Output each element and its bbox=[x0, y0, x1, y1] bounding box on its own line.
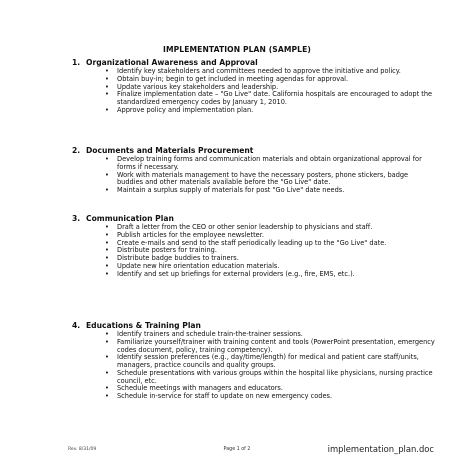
document-title: IMPLEMENTATION PLAN (SAMPLE) bbox=[163, 45, 311, 54]
bullet-icon: • bbox=[105, 82, 109, 91]
bullet-icon: • bbox=[105, 223, 109, 231]
section-organizational-awareness bbox=[72, 57, 436, 115]
item-text: Finalize implementation date – "Go Live" date. California hospitals are encouraged to adopt the standardized emergency codes by January 1, 2010. bbox=[117, 90, 433, 106]
bullet-icon: • bbox=[105, 230, 109, 239]
item-text: Identify key stakeholders and committees needed to approve the initiative and policy. bbox=[117, 67, 401, 75]
bullet-icon: • bbox=[105, 186, 109, 194]
bullet-list bbox=[72, 224, 436, 278]
item-text: Identify session preferences (e.g., day/time/length) for medical and patient care staff/units, managers, practice councils and quality groups. bbox=[117, 353, 419, 369]
bullet-icon: • bbox=[105, 74, 109, 83]
bullet-list bbox=[72, 156, 436, 195]
list-item bbox=[72, 393, 436, 401]
item-text: Develop training forms and communication materials and obtain organizational approval for forms if necessary. bbox=[117, 155, 422, 171]
bullet-icon: • bbox=[105, 353, 109, 362]
section-number: 1. bbox=[72, 58, 81, 67]
list-item bbox=[72, 271, 436, 279]
section-communication-plan bbox=[72, 213, 436, 278]
section-title: Organizational Awareness and Approval bbox=[86, 58, 258, 67]
bullet-icon: • bbox=[105, 67, 109, 75]
item-text: Work with materials management to have the necessary posters, phone stickers, badge buddies and other materials available before the "Go Live" date. bbox=[117, 170, 409, 187]
section-title: Documents and Materials Procurement bbox=[86, 146, 254, 155]
bullet-icon: • bbox=[105, 254, 109, 262]
bullet-icon: • bbox=[105, 238, 109, 247]
item-text: Identify and set up briefings for external providers (e.g., fire, EMS, etc.). bbox=[117, 269, 355, 278]
item-text: Obtain buy-in; begin to get included in meeting agendas for approval. bbox=[117, 74, 349, 83]
bullet-list bbox=[72, 68, 436, 115]
bullet-icon: • bbox=[105, 330, 109, 338]
section-number: 3. bbox=[72, 214, 81, 223]
item-text: Approve policy and implementation plan. bbox=[117, 105, 254, 114]
bullet-list bbox=[72, 331, 436, 401]
item-text: Distribute posters for training. bbox=[117, 246, 217, 255]
list-item bbox=[72, 187, 436, 195]
list-item bbox=[72, 339, 436, 355]
section-documents-materials bbox=[72, 145, 436, 195]
section-title: Educations & Training Plan bbox=[86, 321, 201, 330]
bullet-icon: • bbox=[105, 392, 109, 400]
item-text: Publish articles for the employee newsletter. bbox=[117, 230, 264, 239]
section-education-training bbox=[72, 320, 436, 401]
page-footer bbox=[0, 444, 474, 458]
item-text: Identify trainers and schedule train-the-trainer sessions. bbox=[117, 330, 303, 338]
list-item bbox=[72, 91, 436, 107]
bullet-icon: • bbox=[105, 261, 109, 270]
item-text: Schedule in-service for staff to update on new emergency codes. bbox=[117, 392, 333, 400]
list-item bbox=[72, 354, 436, 370]
item-text: Schedule meetings with managers and educators. bbox=[117, 384, 283, 393]
item-text: Create e-mails and send to the staff periodically leading up to the "Go Live" date. bbox=[117, 238, 387, 247]
item-text: Draft a letter from the CEO or other senior leadership to physicians and staff. bbox=[117, 223, 373, 231]
section-title: Communication Plan bbox=[86, 214, 174, 223]
bullet-icon: • bbox=[105, 337, 109, 346]
item-text: Update various key stakeholders and leadership. bbox=[117, 82, 279, 91]
bullet-icon: • bbox=[105, 368, 109, 377]
list-item bbox=[72, 172, 436, 188]
bullet-icon: • bbox=[105, 246, 109, 255]
item-text: Familiarize yourself/trainer with training content and tools (PowerPoint presentation, emergency codes document, policy, training competency). bbox=[117, 337, 435, 354]
list-item bbox=[72, 107, 436, 115]
item-text: Maintain a surplus supply of materials for post "Go Live" date needs. bbox=[117, 186, 345, 194]
list-item bbox=[72, 156, 436, 172]
list-item bbox=[72, 370, 436, 386]
file-name: implementation_plan.doc bbox=[327, 444, 434, 454]
revision-date: Rev. 8/31/09 bbox=[68, 447, 97, 452]
item-text: Update new hire orientation education materials. bbox=[117, 261, 280, 270]
bullet-icon: • bbox=[105, 269, 109, 278]
section-number: 4. bbox=[72, 321, 81, 330]
item-text: Distribute badge buddies to trainers. bbox=[117, 254, 239, 262]
bullet-icon: • bbox=[105, 170, 109, 179]
bullet-icon: • bbox=[105, 90, 109, 99]
bullet-icon: • bbox=[105, 155, 109, 163]
bullet-icon: • bbox=[105, 384, 109, 393]
page-number: Page 1 of 2 bbox=[223, 447, 251, 452]
bullet-icon: • bbox=[105, 105, 109, 114]
item-text: Schedule presentations with various groups within the hospital like physicians, nursing practice council, etc. bbox=[117, 368, 433, 385]
section-number: 2. bbox=[72, 146, 81, 155]
